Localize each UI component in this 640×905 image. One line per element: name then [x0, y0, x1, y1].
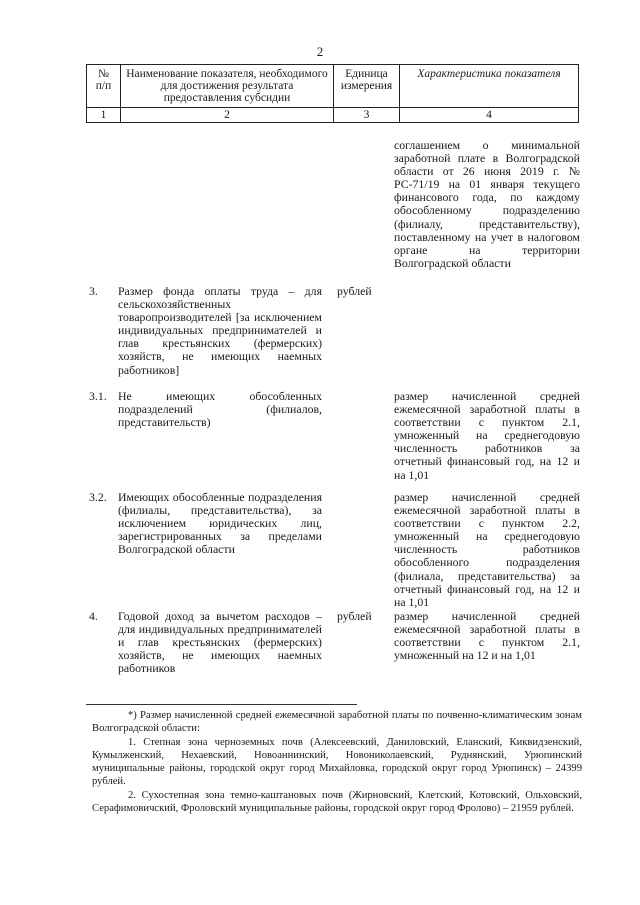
row-characteristic: размер начисленной средней ежемесячной заработной платы в соответствии с пунктом 2.1, умноженный на среднегодовую численность работников за отчетный финансовый год, на 12 и на 1,01: [394, 389, 580, 482]
indicator-table-header: [86, 64, 579, 123]
footnote-item: 2. Сухостепная зона темно-каштановых почв (Жирновский, Клетский, Котовский, Ольховский, Серафимовичский, Фроловский муниципальные районы, городской округ город Фролово) – 21959 рублей.: [92, 790, 582, 814]
column-number-3: 3: [334, 108, 400, 123]
column-number-2: 2: [121, 108, 334, 123]
row-characteristic: размер начисленной средней ежемесячной заработной платы в соответствии с пунктом 2.1, умноженный на 12 и на 1,01: [394, 609, 580, 663]
row-number: 3.: [89, 284, 98, 298]
row-indicator-name: Годовой доход за вычетом расходов – для индивидуальных предпринимателей и глав крестьянских (фермерских) хозяйств, не имеющих наемных работников: [118, 609, 322, 676]
page-number: 2: [316, 44, 324, 59]
column-number-4: 4: [400, 108, 579, 123]
column-header-name: Наименование показателя, необходимого для достижения результата предоставления субсидии: [121, 65, 334, 108]
continuation-text: соглашением о минимальной заработной плате в Волгоградской области от 26 июня 2019 г. № РС-71/19 на 01 января текущего финансового года, по каждому обособленному подразделению (филиалу, представительству), поставленному на учет в налоговом органе на территории Волгоградской области: [394, 138, 580, 270]
column-number-1: 1: [87, 108, 121, 123]
column-header-number: № п/п: [87, 65, 121, 108]
row-indicator-name: Имеющих обособленные подразделения (филиалы, представительства), за исключением юридических лиц, зарегистрированных за пределами Волгоградской области: [118, 490, 322, 557]
row-number: 3.1.: [89, 389, 107, 403]
footnote-divider: [86, 704, 357, 705]
row-number: 3.2.: [89, 490, 107, 504]
footnote-intro: *) Размер начисленной средней ежемесячной заработной платы по почвенно-климатическим зонам Волгоградской области:: [92, 710, 582, 734]
row-unit: рублей: [337, 609, 372, 623]
column-header-characteristic: Характеристика показателя: [400, 65, 579, 108]
row-characteristic: размер начисленной средней ежемесячной заработной платы в соответствии с пунктом 2.2, умноженный на среднегодовую численность работников обособленного подразделения (филиала, представительства) за отчетный финансовый год, на 12 и на 1,01: [394, 490, 580, 609]
row-indicator-name: Размер фонда оплаты труда – для сельскохозяйственных товаропроизводителей [за исключением индивидуальных предпринимателей и глав крестьянских (фермерских) хозяйств, не имеющих наемных работников]: [118, 284, 322, 377]
row-unit: рублей: [337, 284, 372, 298]
row-indicator-name: Не имеющих обособленных подразделений (филиалов, представительств): [118, 389, 322, 430]
column-header-unit: Единица измерения: [334, 65, 400, 108]
row-number: 4.: [89, 609, 98, 623]
footnote-item: 1. Степная зона черноземных почв (Алексеевский, Даниловский, Еланский, Киквидзенский, Кумылженский, Нехаевский, Новоаннинский, Новониколаевский, Руднянский, Урюпинский муниципальные районы, городской округ город Михайловка, городской округ город Урюпинск) – 24399 рублей.: [92, 737, 582, 787]
